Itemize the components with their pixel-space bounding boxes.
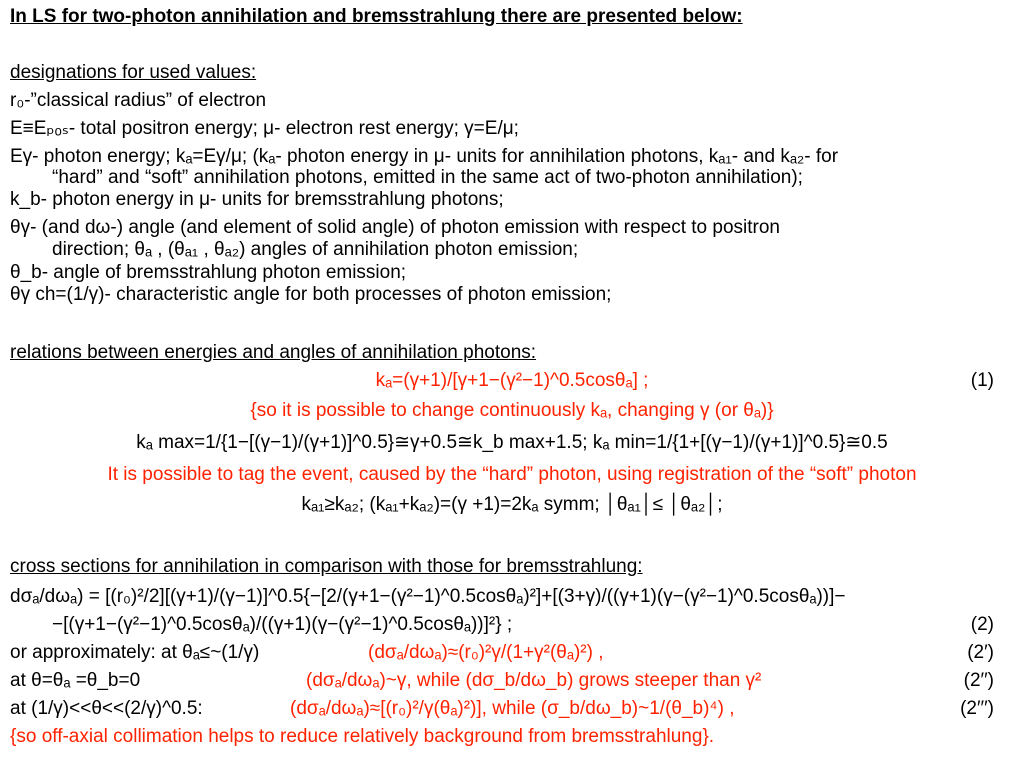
designation-kb: k_b- photon energy in μ- units for bremsstrahlung photons; [10, 189, 504, 210]
note-continuous-change: {so it is possible to change continuously kₐ, changing γ (or θₐ)} [250, 400, 774, 421]
designation-energy: E≡Eₚₒₛ- total positron energy; μ- electron rest energy; γ=E/μ; [10, 118, 519, 139]
approx-label: or approximately: at θₐ≤~(1/γ) [10, 642, 260, 663]
equation-1: kₐ=(γ+1)/[γ+1−(γ²−1)^0.5cosθₐ] ; [375, 370, 649, 391]
conclusion: {so off-axial collimation helps to reduce relatively background from bremsstrahlung}. [10, 726, 715, 747]
equation-1-number: (1) [970, 370, 994, 391]
equation-2-line1: dσₐ/dωₐ) = [(r₀)²/2][(γ+1)/(γ−1)]^0.5{−[2/(γ+1−(γ²−1)^0.5cosθₐ)²]+[(3+γ)/((γ+1)(γ−(γ²−1)^0.5cosθₐ))]− [10, 586, 846, 607]
note-tagging: It is possible to tag the event, caused by the “hard” photon, using registration of the “soft” photon [107, 464, 917, 485]
designation-photon-energy-cont: “hard” and “soft” annihilation photons, emitted in the same act of two-photon annihilation); [52, 167, 803, 188]
relations-heading: relations between energies and angles of annihilation photons: [10, 342, 537, 363]
designation-theta-gamma: θγ- (and dω-) angle (and element of solid angle) of photon emission with respect to positron [10, 217, 780, 238]
zero-angle-equation: (dσₐ/dωₐ)~γ, while (dσ_b/dω_b) grows steeper than γ² [306, 670, 762, 691]
designation-photon-energy: Eγ- photon energy; kₐ=Eγ/μ; (kₐ- photon energy in μ- units for annihilation photons, kₐ₁- and kₐ₂- for [10, 146, 839, 167]
range-number: (2′′′) [960, 698, 994, 719]
equation-limits: kₐ max=1/{1−[(γ−1)/(γ+1)]^0.5}≅γ+0.5≅k_b max+1.5; kₐ min=1/{1+[(γ−1)/(γ+1)]^0.5}≅0.5 [136, 432, 888, 453]
designation-theta-ch: θγ ch=(1/γ)- characteristic angle for both processes of photon emission; [10, 284, 612, 305]
equation-2-number: (2) [970, 614, 994, 635]
approx-equation: (dσₐ/dωₐ)≈(r₀)²γ/(1+γ²(θₐ)²) , [368, 642, 604, 663]
zero-angle-number: (2′′) [963, 670, 994, 691]
equation-tagging: kₐ₁≥kₐ₂; (kₐ₁+kₐ₂)=(γ +1)=2kₐ symm; │θₐ₁│≤ │θₐ₂│; [301, 494, 723, 515]
designation-theta-b: θ_b- angle of bremsstrahlung photon emission; [10, 262, 407, 283]
cross-sections-heading: cross sections for annihilation in comparison with those for bremsstrahlung: [10, 556, 643, 577]
equation-2-line2: −[(γ+1−(γ²−1)^0.5cosθₐ)/((γ+1)(γ−(γ²−1)^0.5cosθₐ))]²} ; [52, 614, 513, 635]
approx-number: (2′) [967, 642, 994, 663]
range-label: at (1/γ)<<θ<<(2/γ)^0.5: [10, 698, 203, 719]
designations-heading: designations for used values: [10, 62, 257, 83]
zero-angle-label: at θ=θₐ =θ_b=0 [10, 670, 141, 691]
page-title: In LS for two-photon annihilation and bremsstrahlung there are presented below: [10, 6, 743, 27]
designation-r0: r₀-”classical radius” of electron [10, 90, 267, 111]
range-equation: (dσₐ/dωₐ)≈[(r₀)²/γ(θₐ)²)], while (σ_b/dω_b)~1/(θ_b)⁴) , [290, 698, 735, 719]
designation-theta-gamma-cont: direction; θₐ , (θₐ₁ , θₐ₂) angles of annihilation photon emission; [52, 239, 579, 260]
